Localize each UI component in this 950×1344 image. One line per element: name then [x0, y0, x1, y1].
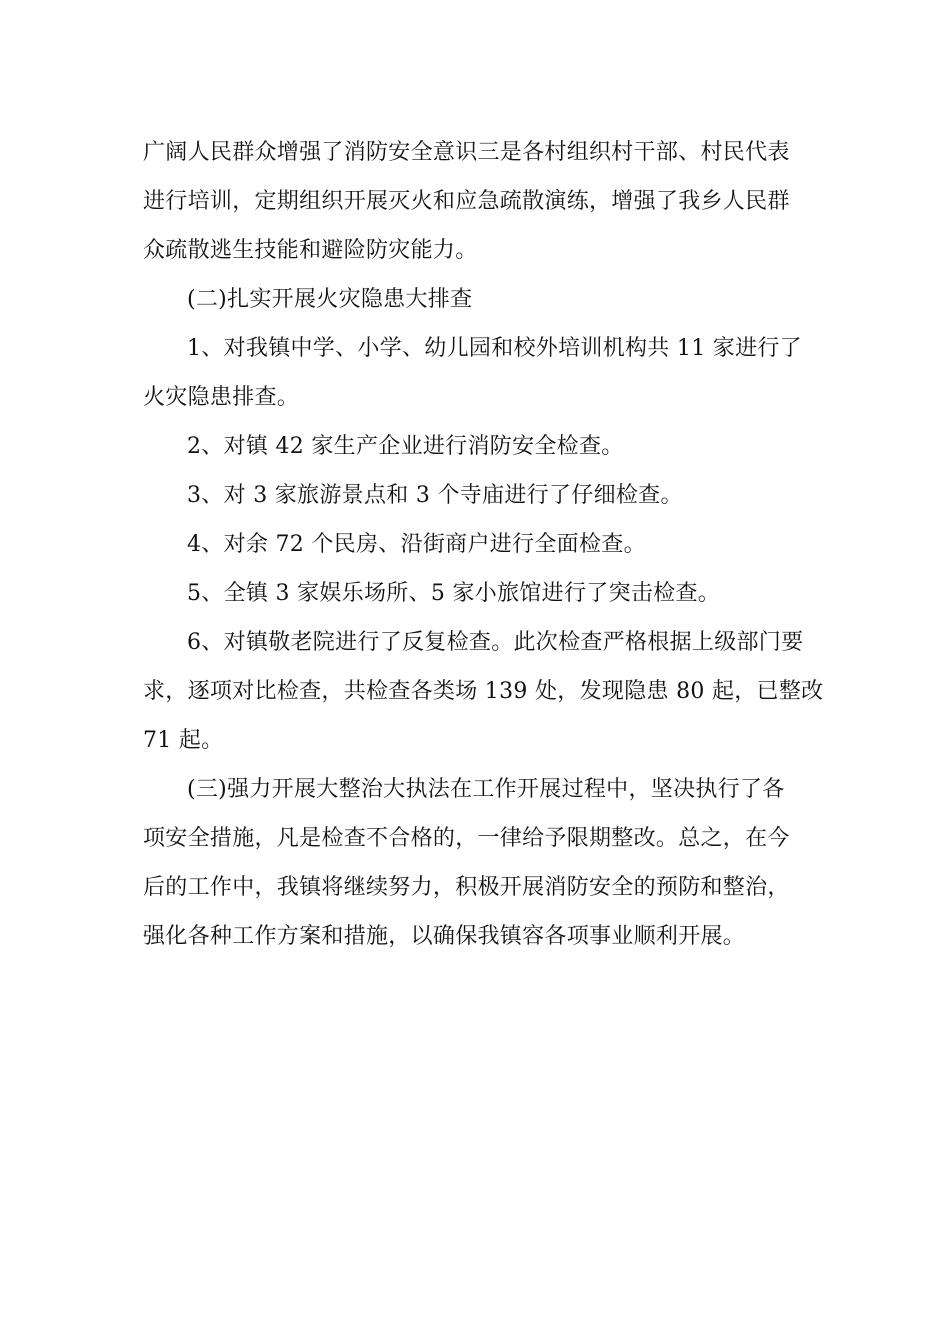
paragraph-awareness-training [143, 128, 809, 275]
section-heading-hazard-inspection [143, 275, 809, 324]
text-line: 3、对 3 家旅游景点和 3 个寺庙进行了仔细检查。 [187, 483, 683, 508]
list-item-5 [143, 569, 809, 618]
list-item-3 [143, 471, 809, 520]
text-line: 火灾隐患排查。 [143, 385, 300, 410]
text-line: 求，逐项对比检查，共检查各类场 139 处，发现隐患 80 起，已整改 [143, 679, 824, 704]
list-item-1 [143, 324, 809, 422]
text-line: (二)扎实开展火灾隐患大排查 [187, 287, 473, 312]
text-line: 后的工作中，我镇将继续努力，积极开展消防安全的预防和整治， [143, 875, 790, 900]
text-line: 71 起。 [143, 728, 224, 753]
text-line: 6、对镇敬老院进行了反复检查。此次检查严格根据上级部门要 [187, 630, 804, 655]
text-line: 众疏散逃生技能和避险防灾能力。 [143, 238, 478, 263]
text-line: 4、对余 72 个民房、沿街商户进行全面检查。 [187, 532, 646, 557]
text-line: 2、对镇 42 家生产企业进行消防安全检查。 [187, 434, 624, 459]
text-line: (三)强力开展大整治大执法在工作开展过程中，坚决执行了各 [187, 777, 785, 802]
list-item-2 [143, 422, 809, 471]
text-line: 广阔人民群众增强了消防安全意识三是各村组织村干部、村民代表 [143, 140, 790, 165]
text-line: 项安全措施，凡是检查不合格的，一律给予限期整改。总之，在今 [143, 826, 790, 851]
text-line: 进行培训，定期组织开展灭火和应急疏散演练，增强了我乡人民群 [143, 189, 790, 214]
text-line: 5、全镇 3 家娱乐场所、5 家小旅馆进行了突击检查。 [187, 581, 721, 606]
list-item-6 [143, 618, 824, 765]
list-item-4 [143, 520, 809, 569]
text-line: 强化各种工作方案和措施，以确保我镇容各项事业顺利开展。 [143, 924, 746, 949]
text-line: 1、对我镇中学、小学、幼儿园和校外培训机构共 11 家进行了 [187, 336, 802, 361]
document-body [143, 128, 824, 961]
section-rectification-enforcement [143, 765, 809, 961]
